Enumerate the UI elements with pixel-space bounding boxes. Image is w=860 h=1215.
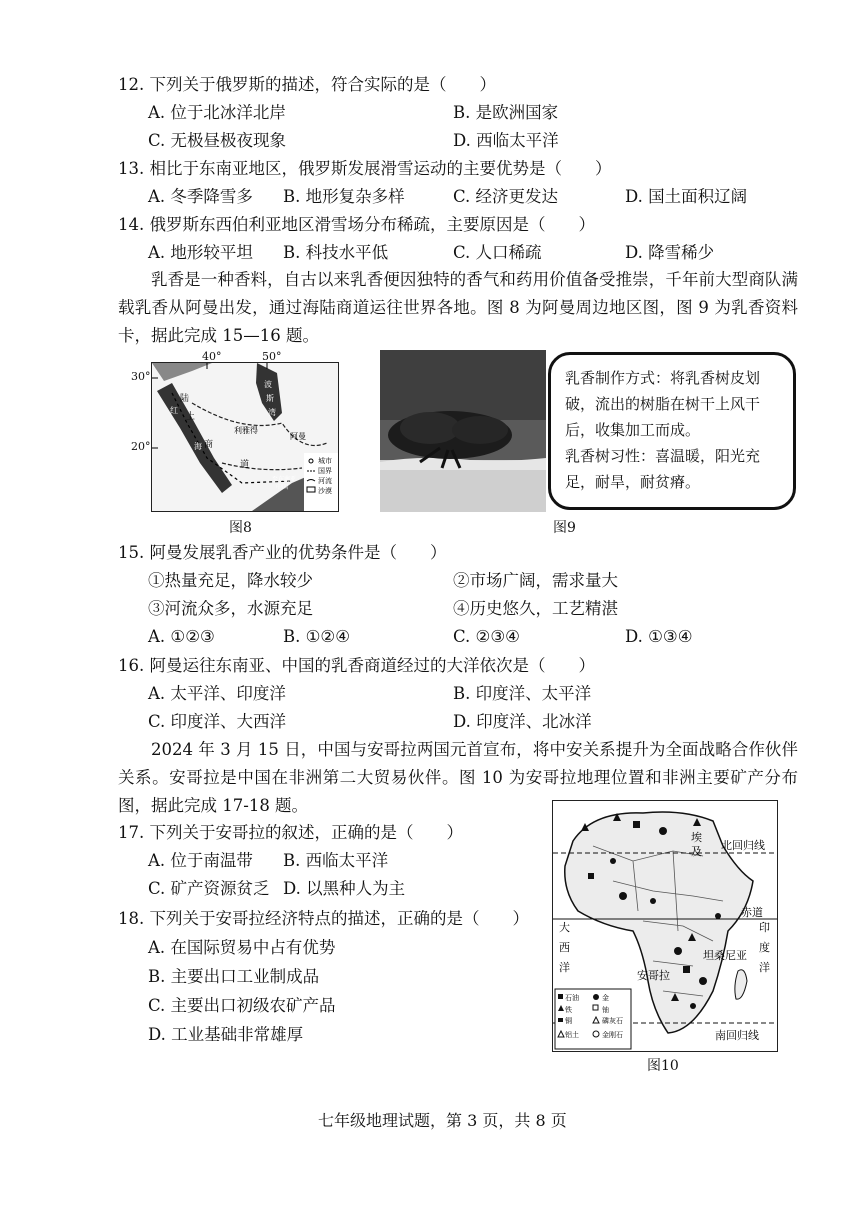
svg-text:洋: 洋 <box>559 961 570 974</box>
map8-label-hong: 红 <box>170 406 178 415</box>
q18-option-a: A. 在国际贸易中占有优势 <box>148 938 336 957</box>
map8-label-bo: 波 <box>264 380 272 389</box>
svg-text:度: 度 <box>759 941 770 954</box>
map8-label-wan: 湾 <box>268 408 276 417</box>
q17-option-c: C. 矿产资源贫乏 <box>148 879 270 898</box>
q17-option-d: D. 以黑种人为主 <box>283 879 406 898</box>
q14-option-b: B. 科技水平低 <box>283 243 389 262</box>
map10-legend <box>555 989 631 1049</box>
legend-oil: 石油 <box>565 994 579 1002</box>
q16-option-d: D. 印度洋、北冰洋 <box>453 712 592 731</box>
frankincense-tree-photo <box>380 350 546 512</box>
legend-iron: 铁 <box>565 1006 572 1014</box>
svg-text:西: 西 <box>559 941 570 954</box>
map10-label-atlantic: 大 <box>559 921 570 934</box>
map8-note-china: 中国 <box>276 484 289 491</box>
q15-item-2: ②市场广阔，需求量大 <box>453 571 618 590</box>
intro-angola: 2024 年 3 月 15 日，中国与安哥拉两国元首宣布，将中安关系提升为全面战略合作伙伴关系。安哥拉是中国在非洲第二大贸易伙伴。图 10 为安哥拉地理位置和非洲主要矿产分布图，据此完成 17-18 题。 <box>118 740 798 815</box>
q15-stem: 15. 阿曼发展乳香产业的优势条件是（ ） <box>118 543 447 562</box>
q17-option-a: A. 位于南温带 <box>148 851 253 870</box>
q14-stem: 14. 俄罗斯东西伯利亚地区滑雪场分布稀疏，主要原因是（ ） <box>118 215 595 234</box>
figure-10-africa-map <box>552 800 778 1052</box>
svg-text:及: 及 <box>691 845 702 858</box>
map10-label-tropic-s: 南回归线 <box>715 1029 759 1042</box>
map8-note-southeast-asia: 至东南亚 <box>272 476 297 483</box>
q17-stem: 17. 下列关于安哥拉的叙述，正确的是（ ） <box>118 823 463 842</box>
map8-lat-20: 20° <box>131 440 151 453</box>
q16-option-c: C. 印度洋、大西洋 <box>148 712 287 731</box>
q17-option-b: B. 西临太平洋 <box>283 851 389 870</box>
q12-option-a: A. 位于北冰洋北岸 <box>148 103 286 122</box>
legend-uranium: 铀 <box>602 1006 609 1014</box>
map8-label-oman: 阿曼 <box>290 432 306 441</box>
card-production-method: 乳香制作方式：将乳香树皮划破，流出的树脂在树干上风干后，收集加工而成。 <box>565 369 761 439</box>
map10-label-egypt: 埃 <box>691 831 702 844</box>
q16-option-a: A. 太平洋、印度洋 <box>148 684 286 703</box>
map10-label-indian: 印 <box>759 921 770 934</box>
q13-option-d: D. 国土面积辽阔 <box>625 187 748 206</box>
q16-stem: 16. 阿曼运往东南亚、中国的乳香商道经过的大洋依次是（ ） <box>118 656 595 675</box>
legend-gold: 金 <box>602 994 609 1002</box>
map10-label-tanzania: 坦桑尼亚 <box>703 949 747 962</box>
map10-label-equator: 赤道 <box>741 906 763 919</box>
map10-label-tropic-n: 北回归线 <box>721 839 765 852</box>
map10-label-angola: 安哥拉 <box>637 969 670 982</box>
q14-option-a: A. 地形较平坦 <box>148 243 253 262</box>
q15-item-3: ③河流众多，水源充足 <box>148 599 313 618</box>
q12-stem: 12. 下列关于俄罗斯的描述，符合实际的是（ ） <box>118 75 496 94</box>
q12-option-d: D. 西临太平洋 <box>453 131 559 150</box>
legend-desert: 沙漠 <box>318 487 332 495</box>
svg-text:洋: 洋 <box>759 961 770 974</box>
figure-8-map <box>151 362 339 512</box>
map8-label-shang2: 商 <box>204 440 214 450</box>
map8-label-si: 斯 <box>266 394 274 403</box>
figure-9-caption: 图9 <box>553 520 576 536</box>
map8-label-riyadh: 利雅得 <box>234 426 258 435</box>
figure-10-caption: 图10 <box>647 1058 679 1074</box>
q13-stem: 13. 相比于东南亚地区，俄罗斯发展滑雪运动的主要优势是（ ） <box>118 159 612 178</box>
map8-label-hai: 海 <box>194 442 202 451</box>
legend-city: 城市 <box>318 457 332 465</box>
q13-option-c: C. 经济更发达 <box>453 187 559 206</box>
map8-lat-30: 30° <box>131 370 151 383</box>
q18-option-d: D. 工业基础非常雄厚 <box>148 1025 304 1044</box>
q16-option-b: B. 印度洋、太平洋 <box>453 684 592 703</box>
intro-frankincense: 乳香是一种香料，自古以来乳香便因独特的香气和药用价值备受推崇，千年前大型商队满载乳香从阿曼出发，通过海陆商道运往世界各地。图 8 为阿曼周边地区图，图 9 为乳香资料卡，据此完成 15—16 题。 <box>118 270 798 345</box>
q12-option-c: C. 无极昼极夜现象 <box>148 131 287 150</box>
q15-option-d: D. ①③④ <box>625 627 693 646</box>
legend-copper: 铜 <box>565 1017 572 1025</box>
q18-option-c: C. 主要出口初级农矿产品 <box>148 996 336 1015</box>
q12-option-b: B. 是欧洲国家 <box>453 103 559 122</box>
map8-lon-50: 50° <box>262 350 282 363</box>
map8-label-lu: 陆 <box>180 394 190 404</box>
q13-option-b: B. 地形复杂多样 <box>283 187 405 206</box>
frankincense-info-card <box>548 352 796 510</box>
q13-option-a: A. 冬季降雪多 <box>148 187 253 206</box>
figure-8-caption: 图8 <box>229 520 252 536</box>
q15-option-a: A. ①②③ <box>148 627 215 646</box>
map8-label-dao: 道 <box>240 460 250 470</box>
q15-item-1: ①热量充足，降水较少 <box>148 571 313 590</box>
q14-option-c: C. 人口稀疏 <box>453 243 542 262</box>
card-tree-habit: 乳香树习性：喜温暖，阳光充足，耐旱，耐贫瘠。 <box>565 447 761 491</box>
legend-phosphate: 磷灰石 <box>602 1017 623 1025</box>
q14-option-d: D. 降雪稀少 <box>625 243 715 262</box>
legend-border: 国界 <box>318 467 332 475</box>
legend-river: 河流 <box>318 477 332 485</box>
q15-option-b: B. ①②④ <box>283 627 350 646</box>
map8-lon-40: 40° <box>202 350 222 363</box>
q15-option-c: C. ②③④ <box>453 627 520 646</box>
map8-legend <box>304 453 338 511</box>
q18-stem: 18. 下列关于安哥拉经济特点的描述，正确的是（ ） <box>118 909 529 928</box>
legend-diamond: 金刚石 <box>602 1031 623 1039</box>
map8-label-shang: 上 <box>186 412 196 422</box>
page-footer: 七年级地理试题，第 3 页，共 8 页 <box>318 1111 567 1130</box>
q15-item-4: ④历史悠久，工艺精湛 <box>453 599 618 618</box>
q18-option-b: B. 主要出口工业制成品 <box>148 967 320 986</box>
legend-bauxite: 铝土 <box>565 1031 579 1039</box>
